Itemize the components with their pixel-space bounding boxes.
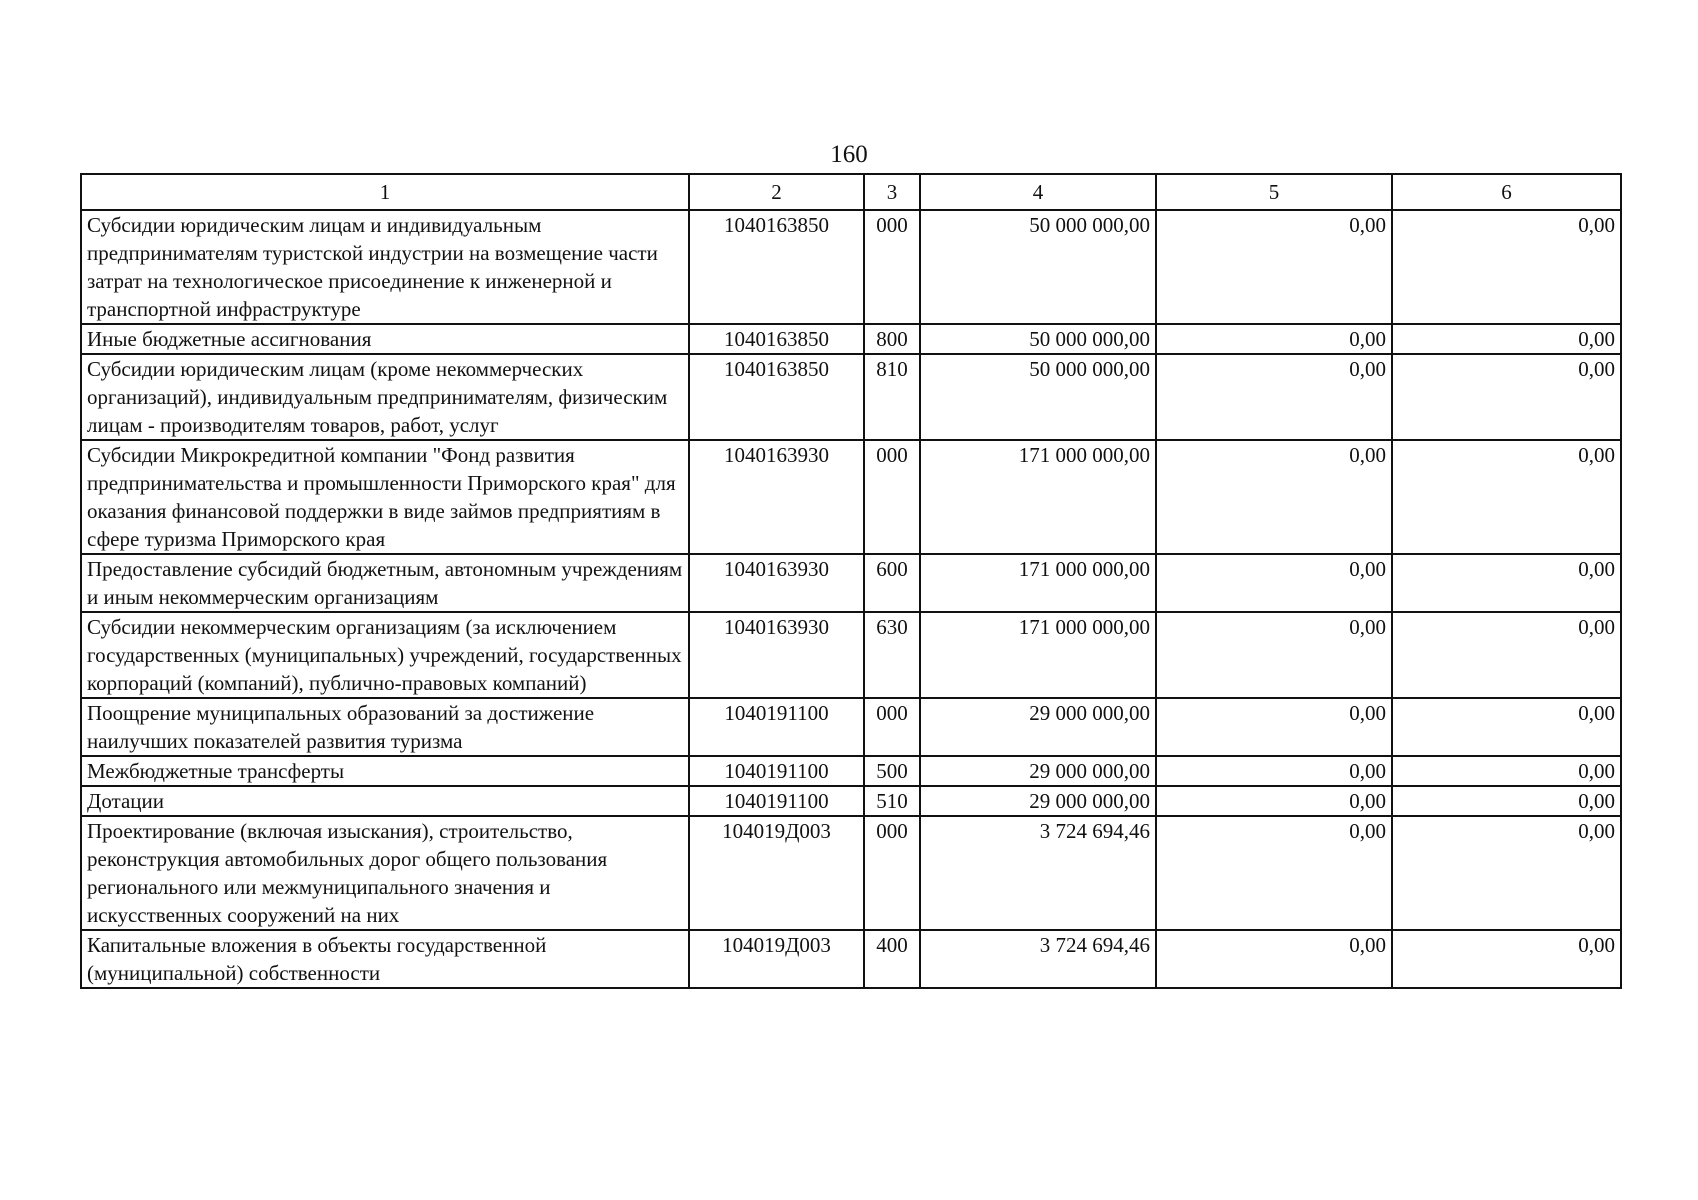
row-kind: 400 xyxy=(864,930,920,988)
row-code: 1040191100 xyxy=(689,786,864,816)
table-row xyxy=(81,612,1621,698)
row-value-4: 50 000 000,00 xyxy=(920,210,1156,324)
column-header-2: 2 xyxy=(689,174,864,210)
row-value-5: 0,00 xyxy=(1156,698,1392,756)
row-value-5: 0,00 xyxy=(1156,324,1392,354)
table-row xyxy=(81,816,1621,930)
table-row xyxy=(81,698,1621,756)
row-value-6: 0,00 xyxy=(1392,930,1621,988)
row-kind: 800 xyxy=(864,324,920,354)
budget-table xyxy=(80,173,1622,989)
row-value-4: 171 000 000,00 xyxy=(920,554,1156,612)
row-kind: 600 xyxy=(864,554,920,612)
row-value-5: 0,00 xyxy=(1156,930,1392,988)
row-value-6: 0,00 xyxy=(1392,440,1621,554)
row-value-5: 0,00 xyxy=(1156,440,1392,554)
row-name: Субсидии юридическим лицам (кроме некоммерческих организаций), индивидуальным предпринимателям, физическим лицам - производителям товаров, работ, услуг xyxy=(81,354,689,440)
row-kind: 500 xyxy=(864,756,920,786)
row-code: 1040191100 xyxy=(689,698,864,756)
column-header-1: 1 xyxy=(81,174,689,210)
row-value-4: 171 000 000,00 xyxy=(920,440,1156,554)
table-row xyxy=(81,354,1621,440)
row-value-4: 29 000 000,00 xyxy=(920,698,1156,756)
row-value-4: 29 000 000,00 xyxy=(920,786,1156,816)
row-value-5: 0,00 xyxy=(1156,756,1392,786)
row-name: Субсидии юридическим лицам и индивидуальным предпринимателям туристской индустрии на возмещение части затрат на технологическое присоединение к инженерной и транспортной инфраструктуре xyxy=(81,210,689,324)
row-code: 1040163850 xyxy=(689,324,864,354)
row-value-5: 0,00 xyxy=(1156,816,1392,930)
row-value-5: 0,00 xyxy=(1156,210,1392,324)
row-kind: 630 xyxy=(864,612,920,698)
row-value-4: 3 724 694,46 xyxy=(920,816,1156,930)
column-header-5: 5 xyxy=(1156,174,1392,210)
row-name: Поощрение муниципальных образований за достижение наилучших показателей развития туризма xyxy=(81,698,689,756)
row-value-5: 0,00 xyxy=(1156,554,1392,612)
row-code: 1040163930 xyxy=(689,612,864,698)
row-code: 1040191100 xyxy=(689,756,864,786)
row-kind: 000 xyxy=(864,440,920,554)
row-value-6: 0,00 xyxy=(1392,698,1621,756)
table-row xyxy=(81,440,1621,554)
row-kind: 000 xyxy=(864,816,920,930)
table-row xyxy=(81,930,1621,988)
row-name: Дотации xyxy=(81,786,689,816)
page-number: 160 xyxy=(830,141,868,168)
row-name: Капитальные вложения в объекты государственной (муниципальной) собственности xyxy=(81,930,689,988)
table-row xyxy=(81,786,1621,816)
table-row xyxy=(81,554,1621,612)
row-value-6: 0,00 xyxy=(1392,756,1621,786)
row-name: Предоставление субсидий бюджетным, автономным учреждениям и иным некоммерческим организациям xyxy=(81,554,689,612)
row-value-6: 0,00 xyxy=(1392,354,1621,440)
row-name: Субсидии некоммерческим организациям (за исключением государственных (муниципальных) учреждений, государственных корпораций (компаний), публично-правовых компаний) xyxy=(81,612,689,698)
row-value-6: 0,00 xyxy=(1392,786,1621,816)
row-value-5: 0,00 xyxy=(1156,612,1392,698)
row-value-6: 0,00 xyxy=(1392,554,1621,612)
table-row xyxy=(81,756,1621,786)
row-name: Иные бюджетные ассигнования xyxy=(81,324,689,354)
row-code: 104019Д003 xyxy=(689,930,864,988)
row-value-6: 0,00 xyxy=(1392,816,1621,930)
row-code: 1040163930 xyxy=(689,554,864,612)
row-value-4: 3 724 694,46 xyxy=(920,930,1156,988)
row-value-5: 0,00 xyxy=(1156,786,1392,816)
row-name: Проектирование (включая изыскания), строительство, реконструкция автомобильных дорог общего пользования регионального или межмуниципального значения и искусственных сооружений на них xyxy=(81,816,689,930)
row-kind: 810 xyxy=(864,354,920,440)
row-value-4: 171 000 000,00 xyxy=(920,612,1156,698)
row-value-6: 0,00 xyxy=(1392,612,1621,698)
row-name: Межбюджетные трансферты xyxy=(81,756,689,786)
row-code: 1040163850 xyxy=(689,354,864,440)
table-row xyxy=(81,324,1621,354)
table-row xyxy=(81,210,1621,324)
column-header-4: 4 xyxy=(920,174,1156,210)
row-code: 1040163850 xyxy=(689,210,864,324)
row-value-4: 29 000 000,00 xyxy=(920,756,1156,786)
row-kind: 000 xyxy=(864,210,920,324)
column-header-3: 3 xyxy=(864,174,920,210)
row-code: 1040163930 xyxy=(689,440,864,554)
column-header-6: 6 xyxy=(1392,174,1621,210)
header-row xyxy=(81,174,1621,210)
row-value-4: 50 000 000,00 xyxy=(920,354,1156,440)
row-kind: 000 xyxy=(864,698,920,756)
row-code: 104019Д003 xyxy=(689,816,864,930)
row-kind: 510 xyxy=(864,786,920,816)
row-value-6: 0,00 xyxy=(1392,324,1621,354)
row-name: Субсидии Микрокредитной компании "Фонд развития предпринимательства и промышленности Приморского края" для оказания финансовой поддержки в виде займов предприятиям в сфере туризма Приморского края xyxy=(81,440,689,554)
row-value-4: 50 000 000,00 xyxy=(920,324,1156,354)
row-value-5: 0,00 xyxy=(1156,354,1392,440)
row-value-6: 0,00 xyxy=(1392,210,1621,324)
